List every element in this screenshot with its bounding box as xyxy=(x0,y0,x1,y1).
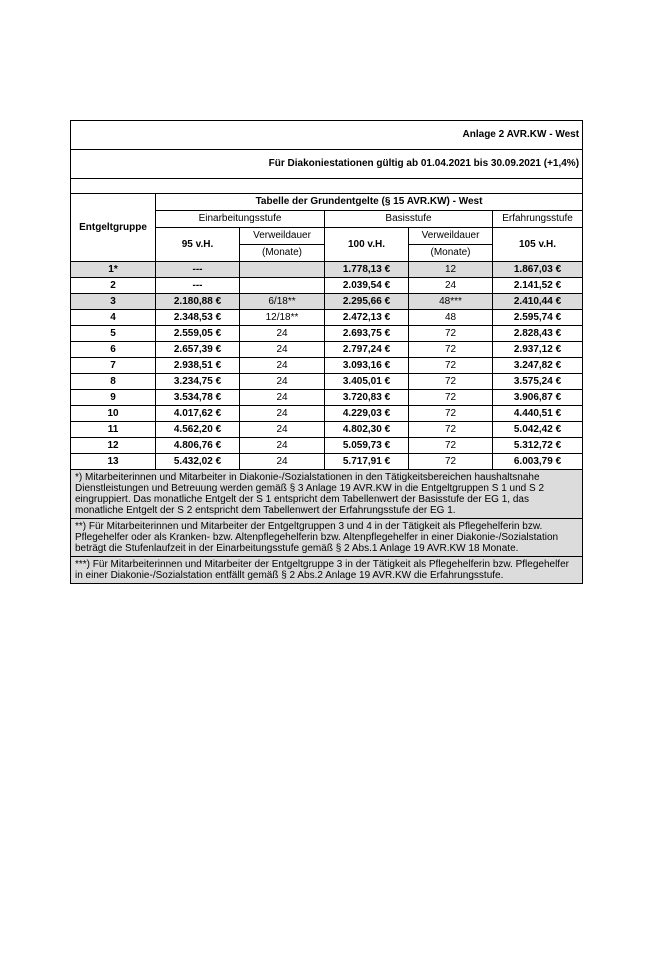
table-row xyxy=(71,422,583,438)
cell-verweil-2: 48*** xyxy=(409,294,493,310)
cell-105: 2.828,43 € xyxy=(493,326,583,342)
cell-group: 8 xyxy=(71,374,156,390)
cell-105: 1.867,03 € xyxy=(493,262,583,278)
cell-group: 1* xyxy=(71,262,156,278)
cell-verweil-2: 72 xyxy=(409,374,493,390)
cell-95: 2.559,05 € xyxy=(156,326,240,342)
footnote-1: *) Mitarbeiterinnen und Mitarbeiter in Diakonie-/Sozialstationen in den Tätigkeitsbereichen haushaltsnahe Dienstleistungen und Betreuung werden gemäß § 3 Anlage 19 AVR.KW in die Entgeltgruppen S 1 und S 2 eingruppiert. Das monatliche Entgelt der S 1 entspricht dem Tabellenwert der Basisstufe der EG 1, das monatliche Entgelt der S 2 entspricht dem Tabellenwert der Erfahrungsstufe der EG 1. xyxy=(71,470,583,519)
cell-100: 2.295,66 € xyxy=(325,294,409,310)
cell-100: 3.405,01 € xyxy=(325,374,409,390)
cell-95: 4.017,62 € xyxy=(156,406,240,422)
cell-group: 11 xyxy=(71,422,156,438)
col-100: 100 v.H. xyxy=(325,228,409,262)
spacer-row xyxy=(71,179,583,194)
table-row xyxy=(71,374,583,390)
cell-group: 10 xyxy=(71,406,156,422)
table-row xyxy=(71,342,583,358)
cell-95: --- xyxy=(156,262,240,278)
cell-100: 2.039,54 € xyxy=(325,278,409,294)
table-row xyxy=(71,262,583,278)
cell-105: 5.042,42 € xyxy=(493,422,583,438)
col-monate-1: (Monate) xyxy=(240,245,325,262)
cell-verweil-1: 24 xyxy=(240,326,325,342)
cell-95: --- xyxy=(156,278,240,294)
cell-verweil-1: 24 xyxy=(240,342,325,358)
table-row xyxy=(71,390,583,406)
cell-verweil-2: 72 xyxy=(409,342,493,358)
cell-95: 4.562,20 € xyxy=(156,422,240,438)
cell-verweil-1: 24 xyxy=(240,406,325,422)
cell-verweil-1: 24 xyxy=(240,438,325,454)
cell-105: 4.440,51 € xyxy=(493,406,583,422)
cell-100: 2.797,24 € xyxy=(325,342,409,358)
cell-verweil-1: 24 xyxy=(240,390,325,406)
cell-105: 3.906,87 € xyxy=(493,390,583,406)
cell-100: 4.229,03 € xyxy=(325,406,409,422)
cell-100: 4.802,30 € xyxy=(325,422,409,438)
footnote-2: **) Für Mitarbeiterinnen und Mitarbeiter der Entgeltgruppen 3 und 4 in der Tätigkeit als Pflegehelferin bzw. Pflegehelfer oder als Kranken- bzw. Altenpflegehelferin bzw. Altenpflegehelfer in einer Diakonie-/Sozialstation beträgt die Stufenlaufzeit in der Einarbeitungsstufe gemäß § 2 Abs.1 Anlage 19 AVR.KW 18 Monate. xyxy=(71,519,583,557)
table-row xyxy=(71,278,583,294)
cell-100: 3.720,83 € xyxy=(325,390,409,406)
cell-verweil-2: 72 xyxy=(409,358,493,374)
cell-95: 2.348,53 € xyxy=(156,310,240,326)
cell-verweil-2: 72 xyxy=(409,454,493,470)
cell-group: 4 xyxy=(71,310,156,326)
cell-105: 2.141,52 € xyxy=(493,278,583,294)
cell-verweil-2: 48 xyxy=(409,310,493,326)
cell-100: 2.472,13 € xyxy=(325,310,409,326)
cell-verweil-1: 24 xyxy=(240,374,325,390)
cell-verweil-2: 72 xyxy=(409,390,493,406)
cell-verweil-1: 24 xyxy=(240,358,325,374)
col-verweildauer-2: Verweildauer xyxy=(409,228,493,245)
col-verweildauer-1: Verweildauer xyxy=(240,228,325,245)
table-row xyxy=(71,438,583,454)
cell-verweil-1 xyxy=(240,278,325,294)
validity-line: Für Diakoniestationen gültig ab 01.04.2021 bis 30.09.2021 (+1,4%) xyxy=(71,150,583,179)
cell-group: 6 xyxy=(71,342,156,358)
table-row xyxy=(71,310,583,326)
cell-95: 5.432,02 € xyxy=(156,454,240,470)
cell-105: 5.312,72 € xyxy=(493,438,583,454)
col-einarbeitungsstufe: Einarbeitungsstufe xyxy=(156,211,325,228)
cell-verweil-1: 24 xyxy=(240,454,325,470)
salary-document xyxy=(70,120,582,584)
cell-group: 3 xyxy=(71,294,156,310)
salary-table xyxy=(70,120,583,584)
col-entgeltgruppe: Entgeltgruppe xyxy=(71,194,156,262)
cell-105: 2.595,74 € xyxy=(493,310,583,326)
cell-verweil-2: 72 xyxy=(409,406,493,422)
cell-95: 4.806,76 € xyxy=(156,438,240,454)
cell-105: 3.575,24 € xyxy=(493,374,583,390)
table-row xyxy=(71,326,583,342)
cell-95: 2.657,39 € xyxy=(156,342,240,358)
cell-group: 9 xyxy=(71,390,156,406)
cell-verweil-2: 72 xyxy=(409,438,493,454)
cell-95: 3.234,75 € xyxy=(156,374,240,390)
cell-verweil-2: 72 xyxy=(409,326,493,342)
cell-95: 2.938,51 € xyxy=(156,358,240,374)
col-erfahrungsstufe: Erfahrungsstufe xyxy=(493,211,583,228)
cell-105: 3.247,82 € xyxy=(493,358,583,374)
cell-100: 5.717,91 € xyxy=(325,454,409,470)
col-95: 95 v.H. xyxy=(156,228,240,262)
cell-105: 6.003,79 € xyxy=(493,454,583,470)
cell-verweil-2: 24 xyxy=(409,278,493,294)
table-row xyxy=(71,406,583,422)
col-105: 105 v.H. xyxy=(493,228,583,262)
footnote-3: ***) Für Mitarbeiterinnen und Mitarbeiter der Entgeltgruppe 3 in der Tätigkeit als Pflegehelferin bzw. Pflegehelfer in einer Diakonie-/Sozialstation entfällt gemäß § 2 Abs.2 Anlage 19 AVR.KW die Erfahrungsstufe. xyxy=(71,557,583,584)
cell-95: 2.180,88 € xyxy=(156,294,240,310)
cell-95: 3.534,78 € xyxy=(156,390,240,406)
table-title: Tabelle der Grundentgelte (§ 15 AVR.KW) - West xyxy=(156,194,583,211)
cell-verweil-1: 6/18** xyxy=(240,294,325,310)
cell-100: 2.693,75 € xyxy=(325,326,409,342)
col-monate-2: (Monate) xyxy=(409,245,493,262)
annex-title: Anlage 2 AVR.KW - West xyxy=(71,121,583,150)
table-row xyxy=(71,358,583,374)
cell-105: 2.937,12 € xyxy=(493,342,583,358)
cell-group: 12 xyxy=(71,438,156,454)
cell-verweil-1 xyxy=(240,262,325,278)
cell-100: 3.093,16 € xyxy=(325,358,409,374)
cell-verweil-1: 24 xyxy=(240,422,325,438)
cell-105: 2.410,44 € xyxy=(493,294,583,310)
table-row xyxy=(71,454,583,470)
cell-group: 13 xyxy=(71,454,156,470)
cell-100: 5.059,73 € xyxy=(325,438,409,454)
cell-group: 2 xyxy=(71,278,156,294)
col-basisstufe: Basisstufe xyxy=(325,211,493,228)
cell-verweil-1: 12/18** xyxy=(240,310,325,326)
cell-verweil-2: 12 xyxy=(409,262,493,278)
cell-group: 5 xyxy=(71,326,156,342)
cell-100: 1.778,13 € xyxy=(325,262,409,278)
cell-verweil-2: 72 xyxy=(409,422,493,438)
cell-group: 7 xyxy=(71,358,156,374)
table-row xyxy=(71,294,583,310)
